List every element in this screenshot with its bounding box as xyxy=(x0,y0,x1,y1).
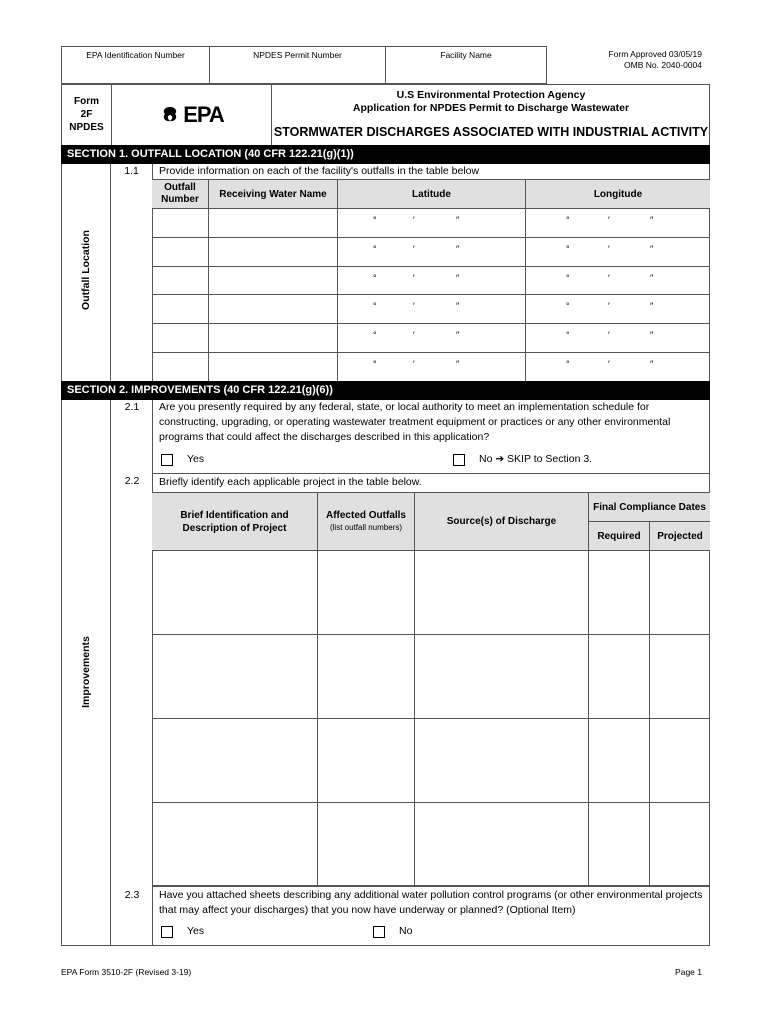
item-2-1-number: 2.1 xyxy=(124,401,140,413)
degree-mark: ° xyxy=(566,243,570,254)
affected-outfalls-cell[interactable] xyxy=(318,803,415,887)
degree-mark: ° xyxy=(373,359,377,369)
degree-mark: ° xyxy=(373,272,377,283)
col-affected-outfalls xyxy=(318,493,415,551)
form-approved-text: Form Approved 03/05/19 xyxy=(608,49,702,59)
section2-side xyxy=(62,400,111,945)
project-description-cell[interactable] xyxy=(152,719,318,803)
section2-number-col xyxy=(111,400,153,945)
form-title-block xyxy=(61,84,710,146)
item-2-3-number: 2.3 xyxy=(124,889,140,901)
outfall-row xyxy=(152,295,710,324)
col-affected-outfalls-sub: (list outfall numbers) xyxy=(329,522,403,532)
outfall-number-cell[interactable] xyxy=(152,324,209,353)
minute-mark: ′ xyxy=(608,359,610,369)
required-date-cell[interactable] xyxy=(589,635,650,719)
affected-outfalls-cell[interactable] xyxy=(318,635,415,719)
q23-yes-option[interactable] xyxy=(161,924,204,939)
second-mark: ″ xyxy=(456,243,460,254)
item-1-1-instruction: Provide information on each of the facility's outfalls in the table below xyxy=(159,165,480,177)
epa-logo xyxy=(112,85,272,145)
item-2-2-number: 2.2 xyxy=(124,475,140,487)
second-mark: ″ xyxy=(650,301,654,312)
col-sources: Source(s) of Discharge xyxy=(415,493,589,551)
latitude-cell[interactable] xyxy=(338,209,526,238)
projected-date-cell[interactable] xyxy=(650,719,710,803)
second-mark: ″ xyxy=(456,301,460,312)
project-row xyxy=(152,635,710,719)
facility-name-label: Facility Name xyxy=(440,50,492,60)
col-project: Brief Identification and Description of Project xyxy=(152,493,318,551)
col-latitude: Latitude xyxy=(338,180,526,209)
q23-no-label: No xyxy=(399,925,413,937)
minute-mark: ′ xyxy=(413,272,415,283)
sources-cell[interactable] xyxy=(415,803,589,887)
outfall-row xyxy=(152,238,710,267)
col-receiving-water: Receiving Water Name xyxy=(209,180,338,209)
application-title: Application for NPDES Permit to Discharge Wastewater xyxy=(352,102,630,114)
longitude-cell[interactable] xyxy=(526,353,710,382)
degree-mark: ° xyxy=(373,243,377,254)
divider-2-1 xyxy=(153,473,710,474)
longitude-cell[interactable] xyxy=(526,295,710,324)
col-affected-outfalls-label: Affected Outfalls xyxy=(325,509,406,521)
outfall-number-cell[interactable] xyxy=(152,209,209,238)
minute-mark: ′ xyxy=(608,272,610,283)
project-row xyxy=(152,719,710,803)
outfall-row xyxy=(152,267,710,296)
affected-outfalls-cell[interactable] xyxy=(318,551,415,635)
col-required: Required xyxy=(589,522,650,551)
epa-id-box[interactable] xyxy=(61,46,210,84)
longitude-cell[interactable] xyxy=(526,209,710,238)
projected-date-cell[interactable] xyxy=(650,803,710,887)
degree-mark: ° xyxy=(373,330,377,341)
outfall-location-label: Outfall Location xyxy=(80,230,92,310)
outfall-number-cell[interactable] xyxy=(152,267,209,296)
npdes-permit-box[interactable] xyxy=(209,46,386,84)
npdes-label: NPDES xyxy=(69,122,104,133)
agency-name: U.S Environmental Protection Agency xyxy=(396,89,586,101)
latitude-cell[interactable] xyxy=(338,353,526,382)
minute-mark: ′ xyxy=(608,243,610,254)
second-mark: ″ xyxy=(456,272,460,283)
second-mark: ″ xyxy=(650,243,654,254)
outfall-row xyxy=(152,324,710,353)
section1-bar: SECTION 1. OUTFALL LOCATION (40 CFR 122.21(g)(1)) xyxy=(61,145,710,164)
latitude-cell[interactable] xyxy=(338,295,526,324)
q23-no-option[interactable] xyxy=(373,924,412,939)
project-row xyxy=(152,803,710,887)
degree-mark: ° xyxy=(566,215,570,225)
q21-yes-option[interactable] xyxy=(161,452,204,467)
q21-yes-label: Yes xyxy=(187,453,205,465)
page-number: Page 1 xyxy=(675,967,702,977)
q21-no-label: No ➔ SKIP to Section 3. xyxy=(479,453,593,465)
item-1-1-number: 1.1 xyxy=(124,165,139,177)
degree-mark: ° xyxy=(566,272,570,283)
longitude-cell[interactable] xyxy=(526,324,710,353)
q23-yes-label: Yes xyxy=(187,925,205,937)
longitude-cell[interactable] xyxy=(526,267,710,296)
outfall-number-cell[interactable] xyxy=(152,238,209,267)
section1-number-col xyxy=(111,164,153,381)
col-outfall-number: Outfall Number xyxy=(152,180,209,209)
minute-mark: ′ xyxy=(608,301,610,312)
epa-flower-icon xyxy=(159,105,181,125)
affected-outfalls-cell[interactable] xyxy=(318,719,415,803)
col-projected: Projected xyxy=(650,522,710,551)
col-compliance-dates: Final Compliance Dates xyxy=(589,493,710,522)
project-table xyxy=(152,492,710,886)
degree-mark: ° xyxy=(566,330,570,341)
q21-no-option[interactable] xyxy=(453,452,592,467)
receiving-water-cell[interactable] xyxy=(209,267,338,296)
longitude-cell[interactable] xyxy=(526,238,710,267)
item-2-2-instruction: Briefly identify each applicable project in the table below. xyxy=(159,476,422,488)
second-mark: ″ xyxy=(650,215,654,225)
q23-yes-checkbox[interactable] xyxy=(161,926,173,938)
minute-mark: ′ xyxy=(608,330,610,341)
projected-date-cell[interactable] xyxy=(650,635,710,719)
minute-mark: ′ xyxy=(608,215,610,225)
section1-side xyxy=(62,164,111,381)
q21-no-checkbox[interactable] xyxy=(453,454,465,466)
epa-id-label: EPA Identification Number xyxy=(86,50,185,60)
minute-mark: ′ xyxy=(413,215,415,225)
form-label: Form xyxy=(74,96,99,107)
required-date-cell[interactable] xyxy=(589,803,650,887)
second-mark: ″ xyxy=(456,330,460,341)
receiving-water-cell[interactable] xyxy=(209,238,338,267)
outfall-number-cell[interactable] xyxy=(152,295,209,324)
latitude-cell[interactable] xyxy=(338,238,526,267)
projected-date-cell[interactable] xyxy=(650,551,710,635)
facility-name-box[interactable] xyxy=(385,46,547,84)
item-2-1-question: Are you presently required by any federal, state, or local authority to meet an implementation schedule for constructing, upgrading, or operating wastewater treatment equipment or practices or any other environmental programs that could affect the discharges described in this application? xyxy=(159,401,671,443)
latitude-cell[interactable] xyxy=(338,324,526,353)
receiving-water-cell[interactable] xyxy=(209,209,338,238)
second-mark: ″ xyxy=(650,330,654,341)
required-date-cell[interactable] xyxy=(589,551,650,635)
second-mark: ″ xyxy=(650,359,654,369)
minute-mark: ′ xyxy=(413,243,415,254)
col-longitude: Longitude xyxy=(526,180,710,209)
omb-number: OMB No. 2040-0004 xyxy=(624,60,702,70)
degree-mark: ° xyxy=(373,215,377,225)
degree-mark: ° xyxy=(566,359,570,369)
receiving-water-cell[interactable] xyxy=(209,353,338,382)
improvements-label: Improvements xyxy=(80,636,92,708)
project-description-cell[interactable] xyxy=(152,635,318,719)
outfall-number-cell[interactable] xyxy=(152,353,209,382)
form-number: 2F xyxy=(80,109,93,120)
required-date-cell[interactable] xyxy=(589,719,650,803)
receiving-water-cell[interactable] xyxy=(209,295,338,324)
sources-cell[interactable] xyxy=(415,635,589,719)
second-mark: ″ xyxy=(456,359,460,369)
form-main-title: STORMWATER DISCHARGES ASSOCIATED WITH INDUSTRIAL ACTIVITY xyxy=(273,125,709,139)
minute-mark: ′ xyxy=(413,359,415,369)
receiving-water-cell[interactable] xyxy=(209,324,338,353)
project-row xyxy=(152,551,710,635)
sources-cell[interactable] xyxy=(415,551,589,635)
minute-mark: ′ xyxy=(413,330,415,341)
epa-logo-text: EPA xyxy=(183,102,224,127)
degree-mark: ° xyxy=(566,301,570,312)
project-description-cell[interactable] xyxy=(152,551,318,635)
q21-yes-checkbox[interactable] xyxy=(161,454,173,466)
second-mark: ″ xyxy=(650,272,654,283)
degree-mark: ° xyxy=(373,301,377,312)
npdes-permit-label: NPDES Permit Number xyxy=(253,50,342,60)
project-description-cell[interactable] xyxy=(152,803,318,887)
q23-no-checkbox[interactable] xyxy=(373,926,385,938)
latitude-cell[interactable] xyxy=(338,267,526,296)
minute-mark: ′ xyxy=(413,301,415,312)
outfall-row xyxy=(152,209,710,238)
sources-cell[interactable] xyxy=(415,719,589,803)
second-mark: ″ xyxy=(456,215,460,225)
form-approval xyxy=(550,49,702,71)
form-number-cell xyxy=(62,85,112,145)
outfall-row xyxy=(152,353,710,382)
form-id-footer: EPA Form 3510-2F (Revised 3-19) xyxy=(61,967,192,977)
outfall-table xyxy=(152,179,710,381)
agency-heading xyxy=(273,89,709,115)
section2-bar: SECTION 2. IMPROVEMENTS (40 CFR 122.21(g)(6)) xyxy=(61,381,710,400)
item-2-3-question: Have you attached sheets describing any additional water pollution control programs (or other environmental projects that may affect your discharges) that you now have underway or planned? (Optional Item) xyxy=(159,889,703,916)
